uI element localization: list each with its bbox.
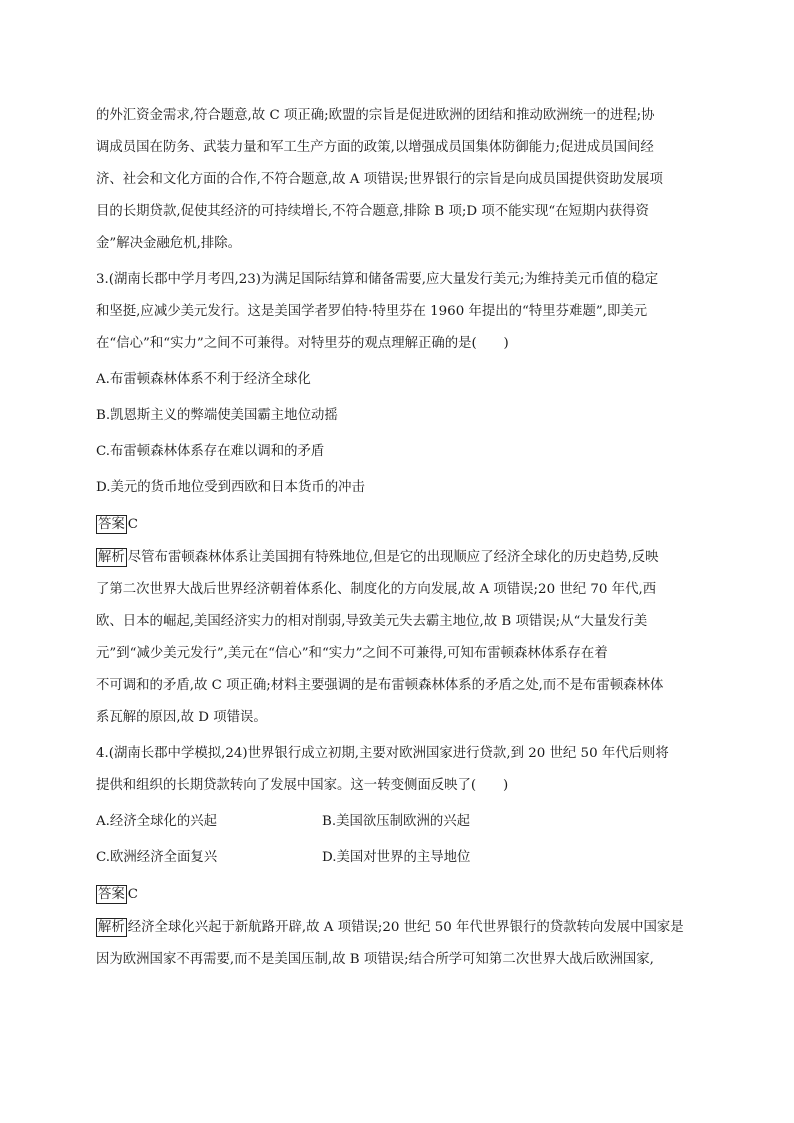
question-stem-line: 和坚挺,应减少美元发行。这是美国学者罗伯特·特里芬在 1960 年提出的“特里芬难题”,即美元 — [96, 304, 648, 319]
question-stem-line: 在“信心”和“实力”之间不可兼得。对特里芬的观点理解正确的是( ) — [96, 336, 509, 351]
question-4 — [96, 738, 696, 976]
answer-value: C — [127, 887, 139, 902]
answer-tag: 答案 — [98, 887, 125, 902]
question-options — [96, 804, 696, 876]
analysis-line: 系瓦解的原因,故 D 项错误。 — [96, 710, 267, 725]
intro-line: 调成员国在防务、武装力量和军工生产方面的政策,以增强成员国集体防御能力;促进成员国间经 — [96, 140, 654, 155]
analysis-line — [96, 542, 696, 574]
question-3 — [96, 264, 696, 734]
answer-row — [96, 510, 696, 540]
analysis-text: 尽管布雷顿森林体系让美国拥有特殊地位,但是它的出现顺应了经济全球化的历史趋势,反映 — [127, 550, 659, 565]
analysis-tag: 解析 — [98, 550, 125, 565]
analysis-line: 欧、日本的崛起,美国经济实力的相对削弱,导致美元失去霸主地位,故 B 项错误;从“大量发行美 — [96, 614, 648, 629]
answer-row — [96, 880, 696, 910]
question-options — [96, 362, 696, 506]
intro-line: 金”解决金融危机,排除。 — [96, 236, 242, 251]
analysis-line: 因为欧洲国家不再需要,而不是美国压制,故 B 项错误;结合所学可知第二次世界大战后欧洲国家, — [96, 952, 654, 967]
document-page — [96, 100, 696, 976]
option-c: C.欧洲经济全面复兴 — [96, 850, 218, 865]
question-stem-line: 4.(湖南长郡中学模拟,24)世界银行成立初期,主要对欧洲国家进行贷款,到 20 世纪 50 年代后则将 — [96, 746, 669, 761]
answer-value: C — [127, 517, 139, 532]
intro-line: 的外汇资金需求,符合题意,故 C 项正确;欧盟的宗旨是促进欧洲的团结和推动欧洲统一的进程;协 — [96, 108, 655, 123]
option-b: B.凯恩斯主义的弊端使美国霸主地位动摇 — [96, 408, 338, 423]
intro-line: 目的长期贷款,促使其经济的可持续增长,不符合题意,排除 B 项;D 项不能实现“在短期内获得资 — [96, 204, 649, 219]
analysis-block — [96, 542, 696, 734]
analysis-line: 不可调和的矛盾,故 C 项正确;材料主要强调的是布雷顿森林体系的矛盾之处,而不是布雷顿森林体 — [96, 678, 664, 693]
analysis-line: 了第二次世界大战后世界经济朝着体系化、制度化的方向发展,故 A 项错误;20 世纪 70 年代,西 — [96, 582, 657, 597]
option-c: C.布雷顿森林体系存在难以调和的矛盾 — [96, 444, 325, 459]
option-b: B.美国欲压制欧洲的兴起 — [322, 814, 471, 829]
analysis-block — [96, 912, 696, 976]
intro-line: 济、社会和文化方面的合作,不符合题意,故 A 项错误;世界银行的宗旨是向成员国提供资助发展项 — [96, 172, 663, 187]
answer-tag: 答案 — [98, 517, 125, 532]
intro-paragraph — [96, 100, 696, 260]
analysis-text: 经济全球化兴起于新航路开辟,故 A 项错误;20 世纪 50 年代世界银行的贷款转向发展中国家是 — [127, 920, 684, 935]
analysis-line — [96, 912, 696, 944]
option-a: A.经济全球化的兴起 — [96, 814, 218, 829]
analysis-tag: 解析 — [98, 920, 125, 935]
analysis-line: 元”到“减少美元发行”,美元在“信心”和“实力”之间不可兼得,可知布雷顿森林体系存在着 — [96, 646, 608, 661]
option-a: A.布雷顿森林体系不利于经济全球化 — [96, 372, 311, 387]
option-d: D.美国对世界的主导地位 — [322, 850, 471, 865]
option-d: D.美元的货币地位受到西欧和日本货币的冲击 — [96, 480, 365, 495]
question-stem-line: 3.(湖南长郡中学月考四,23)为满足国际结算和储备需要,应大量发行美元;为维持美元币值的稳定 — [96, 272, 659, 287]
question-stem-line: 提供和组织的长期贷款转向了发展中国家。这一转变侧面反映了( ) — [96, 778, 509, 793]
